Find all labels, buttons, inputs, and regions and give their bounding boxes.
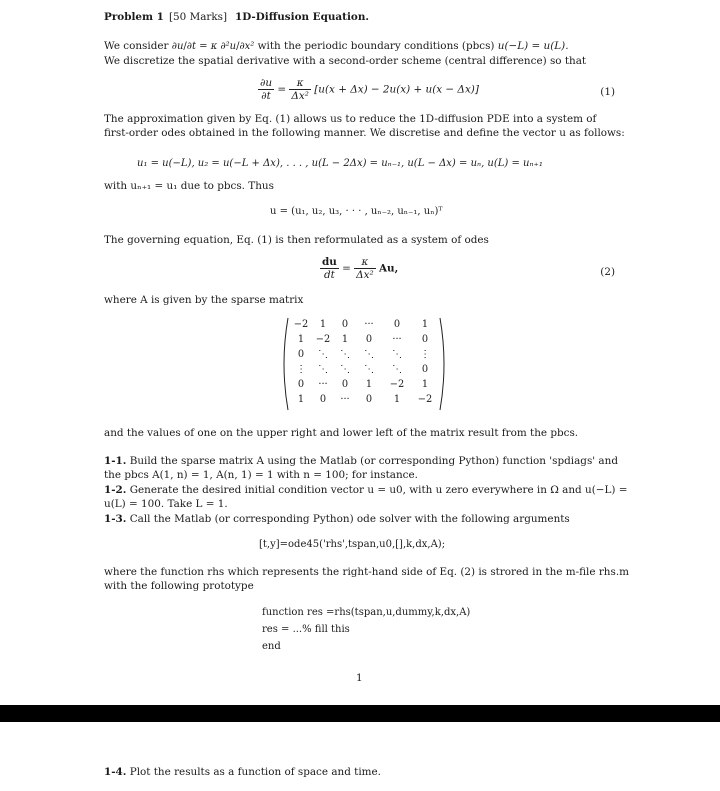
matrix-cell: −2 <box>417 394 433 405</box>
equation-2-number: (2) <box>600 266 615 278</box>
matrix-cell: 0 <box>393 319 401 330</box>
matrix-cell: 0 <box>421 364 429 375</box>
question-1-1-line-2: the pbcs A(1, n) = 1, A(n, 1) = 1 with n = 100; for instance. <box>104 469 418 481</box>
matrix-cell: 1 <box>393 394 401 405</box>
problem-marks: [50 Marks] <box>169 11 228 23</box>
para-2-line-2: first-order odes obtained in the following manner. We discretise and define the vector u as follows: <box>104 127 625 139</box>
question-1-2-line-1 <box>104 484 627 497</box>
matrix-cell: 0 <box>365 334 373 345</box>
intro-we-consider: We consider <box>104 40 169 52</box>
para-2-line-1: The approximation given by Eq. (1) allows us to reduce the 1D-diffusion PDE into a system of <box>104 113 597 125</box>
eq1-coef: $\frac{\kappa}{\text{Δx²}}$ <box>291 77 309 102</box>
page-number: 1 <box>356 672 363 684</box>
matrix-cell: ⋱ <box>392 364 402 375</box>
intro-bc-text: with the periodic boundary conditions (pbcs) <box>257 40 495 52</box>
matrix-cell: ··· <box>364 319 374 330</box>
matrix-cell: ⋮ <box>420 349 430 360</box>
intro-line-1 <box>104 40 569 53</box>
question-1-2-text: Generate the desired initial condition vector u = u0, with u zero everywhere in Ω and u(−L) = <box>129 484 628 496</box>
code-line-3: end <box>262 641 281 652</box>
matrix-cell: 0 <box>341 319 349 330</box>
matrix-cell: ⋮ <box>296 364 306 375</box>
matrix-cell: 0 <box>319 394 327 405</box>
matrix-cell: 0 <box>365 394 373 405</box>
ode-call: [t,y]=ode45('rhs',tspan,u0,[],k,dx,A); <box>259 539 446 550</box>
question-1-2-line-2: u(L) = 100. Take L = 1. <box>104 498 228 510</box>
problem-number: Problem 1 <box>104 11 164 23</box>
matrix-cell: 0 <box>297 379 305 390</box>
intro-line-2: We discretize the spatial derivative with a second-order scheme (central difference) so that <box>104 55 587 67</box>
matrix-cell: ⋱ <box>340 349 350 360</box>
matrix-cell: ⋱ <box>364 349 374 360</box>
matrix-cell: ··· <box>340 394 350 405</box>
question-1-3-label: 1-3. <box>104 513 127 525</box>
question-1-3-text: Call the Matlab (or corresponding Python) ode solver with the following arguments <box>129 513 570 525</box>
matrix-cell: −2 <box>293 319 309 330</box>
governing-text: The governing equation, Eq. (1) is then reformulated as a system of odes <box>104 234 489 246</box>
matrix-cell: ⋱ <box>318 364 328 375</box>
equation-2: $\frac{du}{dt}$ = $\frac{\kappa}{\text{Δx²}}$ Au, <box>322 256 399 281</box>
question-1-3-line-1 <box>104 513 570 526</box>
equation-1-number: (1) <box>600 86 615 98</box>
matrix-cell: −2 <box>389 379 405 390</box>
question-1-1-label: 1-1. <box>104 455 127 467</box>
discretisation-definitions: u₁ = u(−L), u₂ = u(−L + Δx), . . . , u(L − 2Δx) = uₙ₋₁, u(L − Δx) = uₙ, u(L) = uₙ₊₁ <box>137 158 543 169</box>
code-line-2: res = ...% fill this <box>262 624 350 635</box>
matrix-cell: 1 <box>297 334 305 345</box>
equation-1: $\frac{\partial u}{\partial t}$ = $\frac{\kappa}{\text{Δx²}}$ [u(x + Δx) − 2u(x) + u(x − Δx)] <box>260 77 479 102</box>
matrix-cell: ⋱ <box>364 364 374 375</box>
sparse-matrix <box>280 316 450 412</box>
eq1-body: [u(x + Δx) − 2u(x) + u(x − Δx)] <box>314 83 479 96</box>
matrix-cell: 0 <box>297 349 305 360</box>
after-matrix: and the values of one on the upper right and lower left of the matrix result from the pbcs. <box>104 427 579 439</box>
u-vector: u = (u₁, u₂, u₃, · · · , uₙ₋₂, uₙ₋₁, uₙ)ᵀ <box>270 206 443 217</box>
page-2 <box>0 722 720 791</box>
intro-pbc: u(−L) = u(L). <box>497 40 569 52</box>
matrix-cell: 1 <box>319 319 327 330</box>
question-1-1-line-1 <box>104 455 618 468</box>
matrix-cell: 1 <box>365 379 373 390</box>
matrix-cell: ⋱ <box>340 364 350 375</box>
matrix-cell: 1 <box>421 379 429 390</box>
question-1-1-text: Build the sparse matrix A using the Matlab (or corresponding Python) function 'spdiags' and <box>129 455 618 467</box>
question-1-2-label: 1-2. <box>104 484 127 496</box>
eq2-coef: $\frac{\kappa}{\text{Δx²}}$ <box>356 256 374 281</box>
pbc-line: with uₙ₊₁ = u₁ due to pbcs. Thus <box>104 180 274 192</box>
rhs-desc-line-2: with the following prototype <box>104 580 254 592</box>
matrix-cell: 1 <box>341 334 349 345</box>
inline-pde: ∂u/∂t = κ ∂²u/∂x² <box>171 41 255 52</box>
matrix-cell: 0 <box>421 334 429 345</box>
matrix-cell: 1 <box>421 319 429 330</box>
matrix-cell: 1 <box>297 394 305 405</box>
eq2-lhs: $\frac{du}{dt}$ <box>322 256 337 281</box>
matrix-cell: −2 <box>315 334 331 345</box>
code-line-1: function res =rhs(tspan,u,dummy,k,dx,A) <box>262 607 471 618</box>
sparse-intro: where A is given by the sparse matrix <box>104 294 304 306</box>
matrix-cell: ⋱ <box>318 349 328 360</box>
problem-title: 1D-Diffusion Equation. <box>235 11 370 23</box>
eq1-lhs: $\frac{\partial u}{\partial t}$ <box>260 77 273 102</box>
eq2-body: Au, <box>378 262 399 275</box>
rhs-desc-line-1: where the function rhs which represents the right-hand side of Eq. (2) is strored in the m-file rhs.m <box>104 566 629 578</box>
question-1-4-text: Plot the results as a function of space and time. <box>129 766 381 778</box>
question-1-4-label: 1-4. <box>104 766 127 778</box>
matrix-cell: 0 <box>341 379 349 390</box>
matrix-cell: ··· <box>392 334 402 345</box>
question-1-4 <box>104 766 381 779</box>
matrix-cell: ⋱ <box>392 349 402 360</box>
matrix-cell: ··· <box>318 379 328 390</box>
